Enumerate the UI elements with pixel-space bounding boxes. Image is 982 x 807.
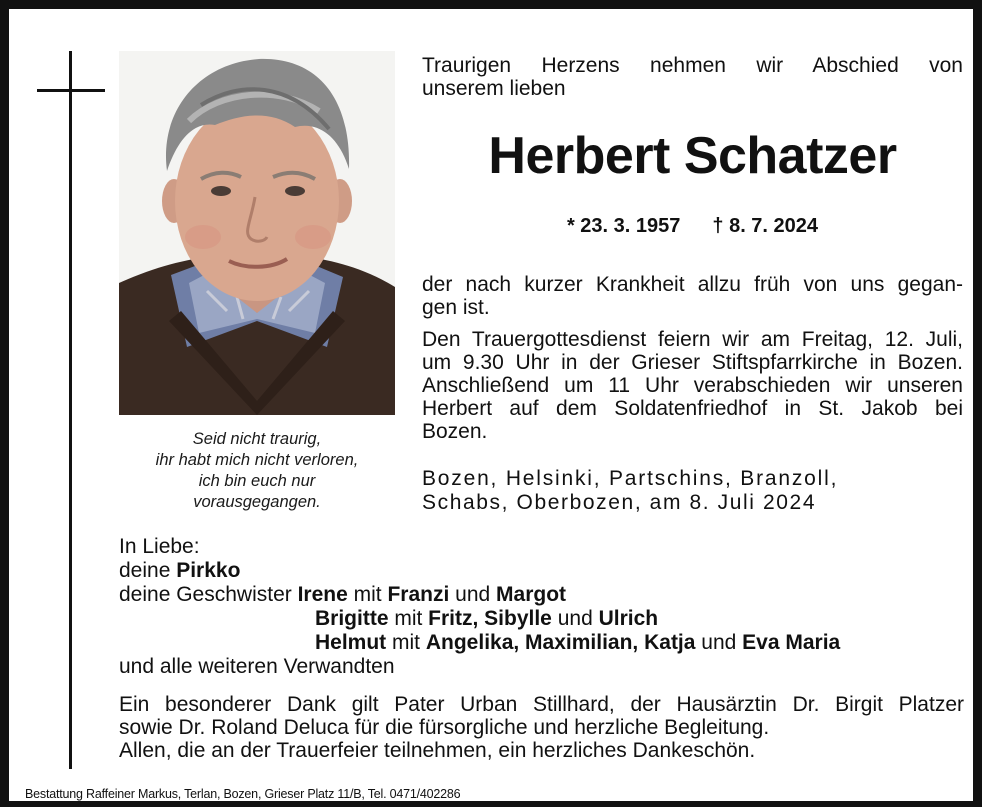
connector: und: [695, 631, 743, 654]
in-love-label: In Liebe:: [119, 535, 200, 558]
connector: mit: [347, 583, 388, 606]
mourner-name: Pirkko: [176, 559, 241, 582]
intro-line: unserem lieben: [422, 77, 566, 100]
announcement-text: [422, 273, 963, 443]
poem-line: vorausgegangen.: [193, 493, 321, 511]
memorial-poem: [119, 429, 395, 513]
mourner-row: [119, 559, 979, 583]
paragraph-passing: [422, 273, 963, 319]
mourner-row: [119, 607, 979, 631]
thanks-line: Allen, die an der Trauerfeier teilnehmen, ein herzliches Dankeschön.: [119, 739, 756, 762]
death-date: † 8. 7. 2024: [712, 215, 819, 237]
mourner-name: Margot: [496, 583, 567, 606]
life-dates: [422, 212, 963, 240]
paragraph-service: [422, 328, 963, 443]
thanks-line: Ein besonderer Dank gilt Pater Urban Stillhard, der Hausärztin Dr. Birgit Platzer: [119, 693, 964, 716]
deceased-name: Herbert Schatzer: [488, 127, 897, 185]
text-line: Den Trauergottesdienst feiern wir am Freitag, 12. Juli,: [422, 328, 963, 351]
places-line: Schabs, Oberbozen, am 8. Juli 2024: [422, 491, 817, 514]
intro-line: Traurigen Herzens nehmen wir Abschied von: [422, 54, 963, 77]
birth-date: * 23. 3. 1957: [566, 215, 681, 237]
text-line: Bozen.: [422, 420, 488, 443]
poem-line: Seid nicht traurig,: [192, 430, 322, 448]
mourner-name: Irene: [297, 583, 348, 606]
text-line: gen ist.: [422, 296, 490, 319]
places-and-date: [422, 467, 902, 515]
cross-icon: [69, 51, 72, 769]
mourner-relation: deine Geschwister: [119, 583, 298, 606]
mourner-row: und alle weiteren Verwandten: [119, 655, 395, 678]
connector: und: [551, 607, 599, 630]
mourner-row: [119, 631, 979, 655]
text-line: Anschließend um 11 Uhr verabschieden wir unseren: [422, 374, 963, 397]
mourner-name: Eva Maria: [742, 631, 841, 654]
connector: und: [449, 583, 497, 606]
funeral-home-footer: Bestattung Raffeiner Markus, Terlan, Bozen, Grieser Platz 11/B, Tel. 0471/402286: [25, 787, 461, 801]
text-line: der nach kurzer Krankheit allzu früh von uns gegan-: [422, 273, 963, 296]
places-line: Bozen, Helsinki, Partschins, Branzoll,: [422, 467, 839, 490]
mourner-name: Franzi: [387, 583, 450, 606]
mourners-list: [119, 535, 979, 679]
mourner-name: Ulrich: [598, 607, 659, 630]
text-line: um 9.30 Uhr in der Grieser Stiftspfarrkirche in Bozen.: [422, 351, 963, 374]
mourner-relation: deine: [119, 559, 177, 582]
mourner-name: Helmut: [315, 631, 387, 654]
mourner-name: Angelika, Maximilian, Katja: [425, 631, 696, 654]
mourner-name: Brigitte: [315, 607, 389, 630]
connector: mit: [386, 631, 426, 654]
mourner-row: [119, 583, 979, 607]
thanks-line: sowie Dr. Roland Deluca für die fürsorgliche und herzliche Begleitung.: [119, 716, 770, 739]
mourner-name: Fritz, Sibylle: [428, 607, 552, 630]
connector: mit: [388, 607, 429, 630]
poem-line: ihr habt mich nicht verloren,: [155, 451, 359, 469]
poem-line: ich bin euch nur: [198, 472, 316, 490]
intro-text: [422, 54, 963, 100]
portrait-photo: [119, 51, 395, 415]
text-line: Herbert auf dem Soldatenfriedhof in St. Jakob bei: [422, 397, 963, 420]
thanks-text: [119, 693, 964, 762]
cross-icon-bar: [37, 89, 105, 92]
